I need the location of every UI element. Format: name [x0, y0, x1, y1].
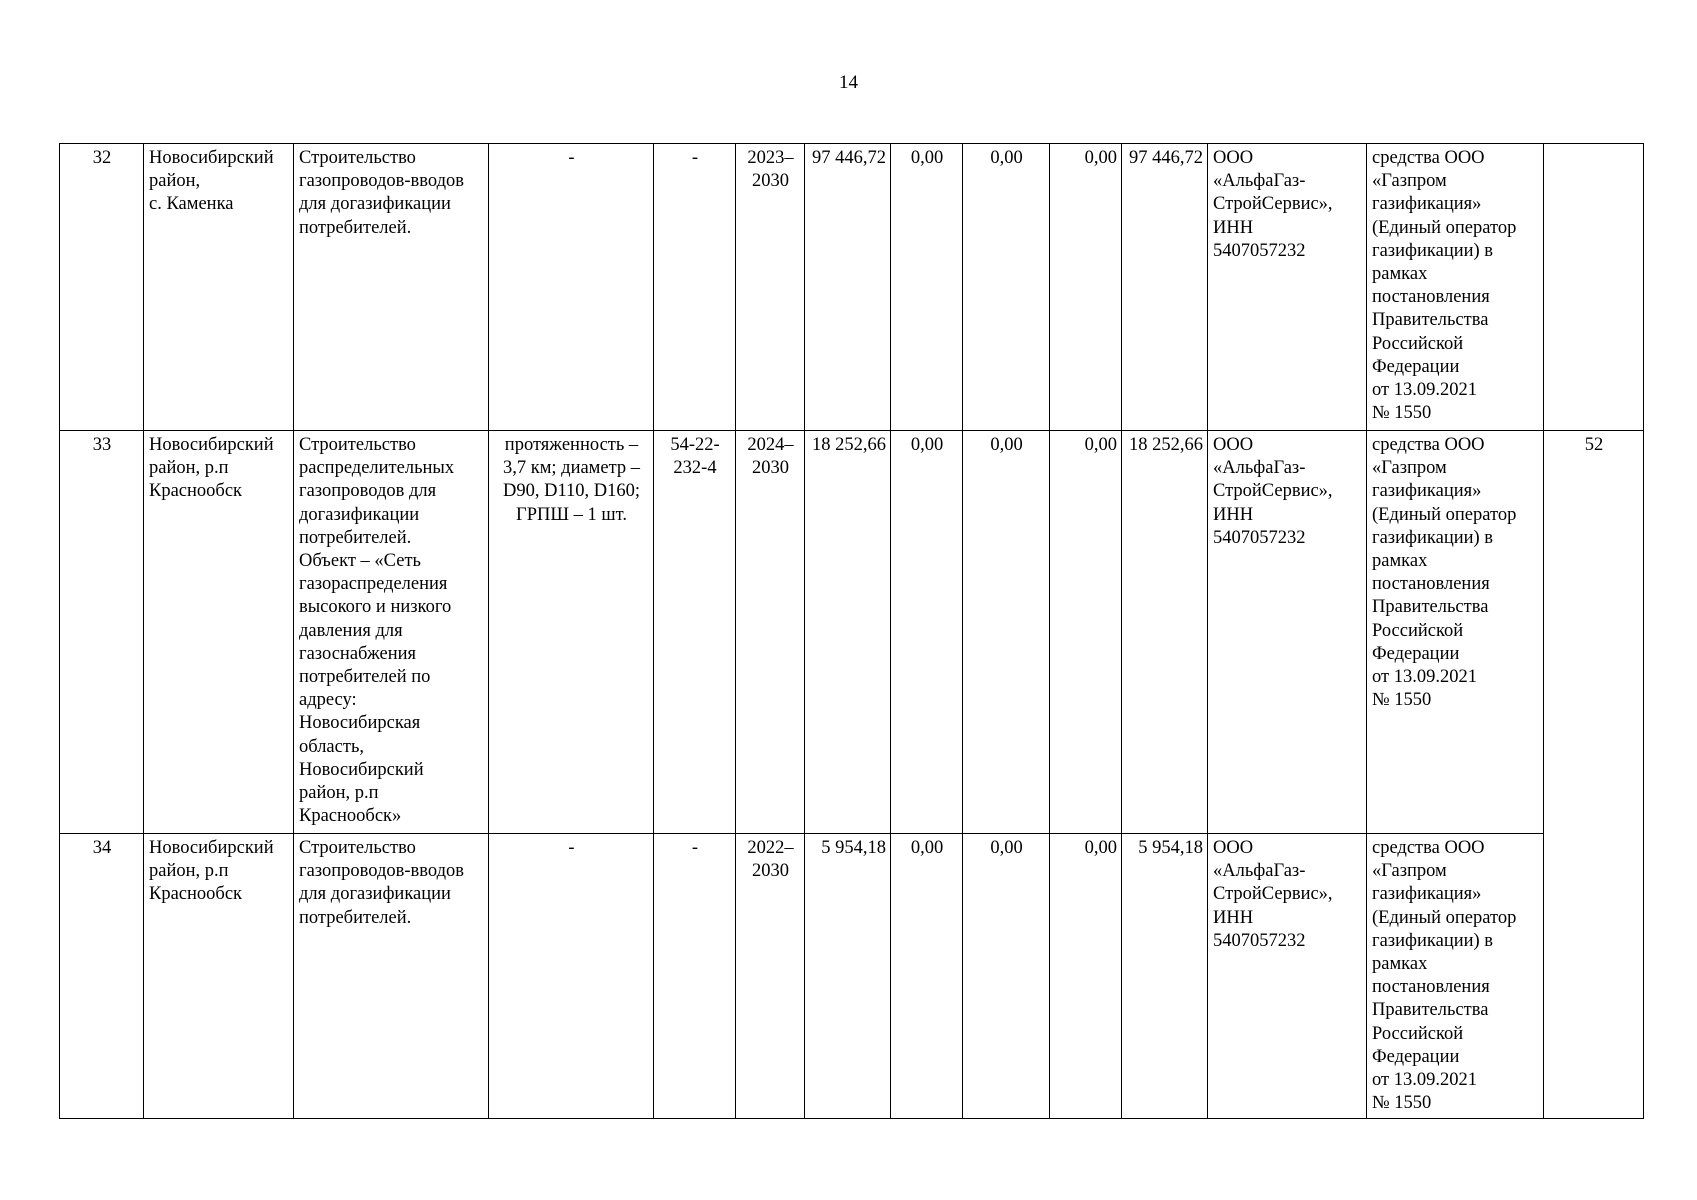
characteristics-cell: - — [489, 834, 654, 1119]
amount-cell-4: 18 252,66 — [1122, 431, 1208, 834]
period-cell: 2022– 2030 — [736, 834, 805, 1119]
funding-source-cell: средства ООО «Газпром газификация» (Единый оператор газификации) в рамках постановления Правительства Российской Федерации от 13.09.2021 № 1550 — [1367, 431, 1544, 834]
amount-cell-2: 0,00 — [963, 431, 1050, 834]
code-cell: - — [654, 834, 736, 1119]
amount-cell-4: 5 954,18 — [1122, 834, 1208, 1119]
code-cell: - — [654, 144, 736, 431]
amount-cell-2: 0,00 — [963, 144, 1050, 431]
amount-cell-2: 0,00 — [963, 834, 1050, 1119]
period-cell: 2024– 2030 — [736, 431, 805, 834]
description-cell: Строительство газопроводов-вводов для догазификации потребителей. — [294, 144, 489, 431]
district-cell: Новосибирский район, с. Каменка — [144, 144, 294, 431]
description-cell: Строительство распределительных газопроводов для догазификации потребителей. Объект – «Сеть газораспределения высокого и низкого давления для газоснабжения потребителей по адресу: Новосибирская область, Новосибирский район, р.п Краснообск» — [294, 431, 489, 834]
amount-cell-4: 97 446,72 — [1122, 144, 1208, 431]
amount-cell-1: 0,00 — [891, 834, 963, 1119]
executor-cell: ООО «АльфаГаз- СтройСервис», ИНН 5407057232 — [1208, 144, 1367, 431]
executor-cell: ООО «АльфаГаз- СтройСервис», ИНН 5407057232 — [1208, 431, 1367, 834]
description-cell: Строительство газопроводов-вводов для догазификации потребителей. — [294, 834, 489, 1119]
table-row — [60, 144, 1644, 431]
table-row — [60, 834, 1644, 1119]
table-row — [60, 431, 1644, 834]
amount-cell-3: 0,00 — [1050, 834, 1122, 1119]
characteristics-cell: протяженность – 3,7 км; диаметр – D90, D110, D160; ГРПШ – 1 шт. — [489, 431, 654, 834]
amount-cell-3: 0,00 — [1050, 431, 1122, 834]
amount-cell-1: 0,00 — [891, 144, 963, 431]
measures-table — [59, 143, 1644, 1119]
row-number-cell: 32 — [60, 144, 144, 431]
row-number-cell: 33 — [60, 431, 144, 834]
last-column-cell: 52 — [1544, 431, 1644, 1119]
total-amount-cell: 97 446,72 — [805, 144, 891, 431]
district-cell: Новосибирский район, р.п Краснообск — [144, 834, 294, 1119]
funding-source-cell: средства ООО «Газпром газификация» (Единый оператор газификации) в рамках постановления Правительства Российской Федерации от 13.09.2021 № 1550 — [1367, 144, 1544, 431]
funding-source-cell: средства ООО «Газпром газификация» (Единый оператор газификации) в рамках постановления Правительства Российской Федерации от 13.09.2021 № 1550 — [1367, 834, 1544, 1119]
amount-cell-1: 0,00 — [891, 431, 963, 834]
executor-cell: ООО «АльфаГаз- СтройСервис», ИНН 5407057232 — [1208, 834, 1367, 1119]
code-cell: 54-22- 232-4 — [654, 431, 736, 834]
total-amount-cell: 5 954,18 — [805, 834, 891, 1119]
total-amount-cell: 18 252,66 — [805, 431, 891, 834]
amount-cell-3: 0,00 — [1050, 144, 1122, 431]
district-cell: Новосибирский район, р.п Краснообск — [144, 431, 294, 834]
period-cell: 2023– 2030 — [736, 144, 805, 431]
last-column-cell — [1544, 144, 1644, 431]
page-number: 14 — [839, 72, 858, 93]
row-number-cell: 34 — [60, 834, 144, 1119]
characteristics-cell: - — [489, 144, 654, 431]
